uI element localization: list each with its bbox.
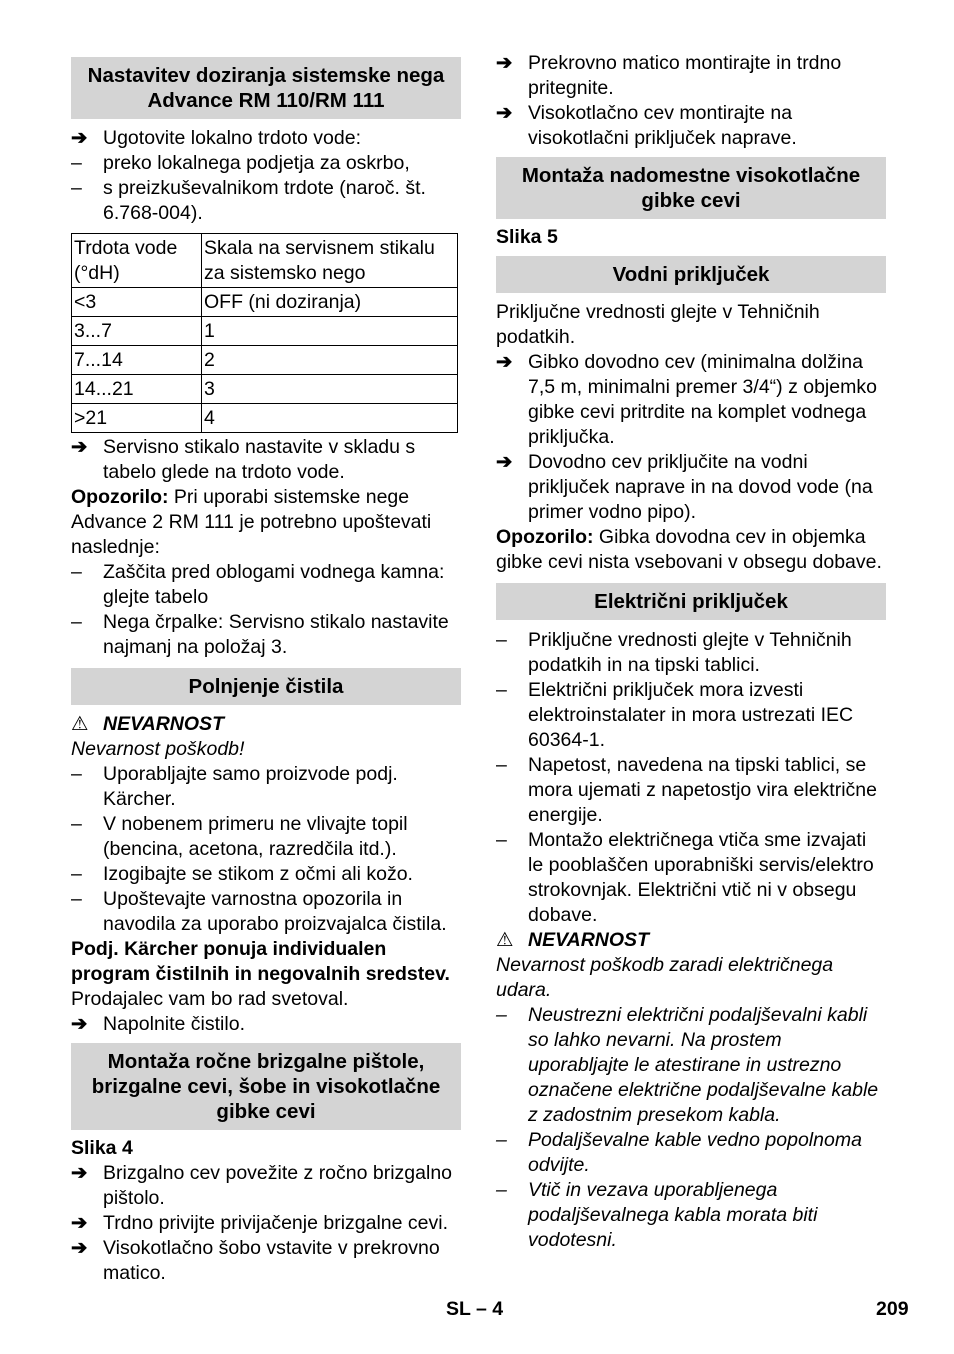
- section-heading-water-connection: Vodni priključek: [496, 256, 886, 293]
- bold-paragraph: Podj. Kärcher ponuja individualen program čistilnih in negovalnih sredstev.: [71, 938, 450, 985]
- footer-section-page: – 4: [476, 1298, 504, 1320]
- list-item: – Uporabljajte samo proizvode podj. Kärcher.: [71, 763, 398, 810]
- table-header-cell: Skala na servisnem stikalu za sistemsko nego: [202, 234, 458, 288]
- note-paragraph: Opozorilo: Pri uporabi sistemske nege Advance 2 RM 111 je potrebno upoštevati naslednje:: [71, 486, 432, 558]
- arrow-right-icon: ➔: [71, 1162, 88, 1184]
- right-column: [496, 51, 886, 1253]
- list-item: – preko lokalnega podjetja za oskrbo,: [71, 152, 410, 174]
- step-mount-nut: ➔ Prekrovno matico montirajte in trdno pritegnite.: [496, 52, 842, 99]
- table-cell: 3: [202, 375, 458, 404]
- step-connect-supply-hose: ➔ Dovodno cev priključite na vodni priključek naprave in na dovod vode (na primer vodno pipo).: [496, 451, 873, 523]
- table-row: [72, 404, 458, 433]
- table-header-cell: Trdota vode (°dH): [72, 234, 202, 288]
- table-cell: OFF (ni doziranja): [202, 288, 458, 317]
- table-cell: 7...14: [72, 346, 202, 375]
- danger-heading: ⚠ NEVARNOST: [496, 929, 649, 951]
- figure-reference: Slika 4: [71, 1137, 133, 1159]
- arrow-right-icon: ➔: [71, 127, 88, 149]
- step-mount-hose: ➔ Visokotlačno cev montirajte na visokotlačni priključek naprave.: [496, 102, 797, 149]
- step-tighten-lance: ➔ Trdno privijte privijačenje brizgalne cevi.: [71, 1212, 449, 1234]
- table-cell: 14...21: [72, 375, 202, 404]
- table-row: [72, 288, 458, 317]
- list-item: – Upoštevajte varnostna opozorila in navodila za uporabo proizvajalca čistila.: [71, 888, 447, 935]
- warning-triangle-icon: ⚠: [496, 929, 514, 951]
- section-heading-dosing: Nastavitev doziranja sistemske nega Advance RM 110/RM 111: [71, 57, 461, 119]
- step-determine-hardness: ➔ Ugotovite lokalno trdoto vode:: [71, 127, 361, 149]
- list-item: – Izogibajte se stikom z očmi ali kožo.: [71, 863, 413, 885]
- footer-page-label: [446, 1297, 503, 1322]
- section-heading-gun-assembly: Montaža ročne brizgalne pištole, brizgalne cevi, šobe in visokotlačne gibke cevi: [71, 1043, 461, 1130]
- arrow-right-icon: ➔: [71, 1013, 88, 1035]
- arrow-right-icon: ➔: [496, 451, 513, 473]
- list-item: – Napetost, navedena na tipski tablici, se mora ujemati z napetostjo vira električne energije.: [496, 754, 877, 826]
- step-set-switch: ➔ Servisno stikalo nastavite v skladu s tabelo glede na trdoto vode.: [71, 436, 416, 483]
- table-cell: 4: [202, 404, 458, 433]
- left-column: [71, 57, 461, 1286]
- danger-text: Nevarnost poškodb zaradi električnega udara.: [496, 954, 834, 1001]
- table-row: [72, 346, 458, 375]
- paragraph: Priključne vrednosti glejte v Tehničnih podatkih.: [496, 301, 820, 348]
- arrow-right-icon: ➔: [71, 1237, 88, 1259]
- section-heading-electrical: Električni priključek: [496, 583, 886, 620]
- page-number: 209: [876, 1298, 909, 1320]
- arrow-right-icon: ➔: [496, 102, 513, 124]
- list-item: – Zaščita pred oblogami vodnega kamna: glejte tabelo: [71, 561, 445, 608]
- list-item: – V nobenem primeru ne vlivajte topil (bencina, acetona, razredčila itd.).: [71, 813, 408, 860]
- section-heading-replacement-hose: Montaža nadomestne visokotlačne gibke cevi: [496, 157, 886, 219]
- table-row: [72, 375, 458, 404]
- paragraph: Prodajalec vam bo rad svetoval.: [71, 988, 349, 1010]
- danger-text: Nevarnost poškodb!: [71, 738, 245, 760]
- table-cell: 3...7: [72, 317, 202, 346]
- list-item: – Električni priključek mora izvesti elektroinstalater in mora ustrezati IEC 60364-1.: [496, 679, 854, 751]
- step-connect-lance: ➔ Brizgalno cev povežite z ročno brizgalno pištolo.: [71, 1162, 453, 1209]
- list-item: – s preizkuševalnikom trdote (naroč. št. 6.768-004).: [71, 177, 426, 224]
- arrow-right-icon: ➔: [496, 351, 513, 373]
- list-item: – Neustrezni električni podaljševalni kabli so lahko nevarni. Na prostem uporabljajte le atestirane in ustrezno označene električne podaljševalne kable z zadostnim presekom kabla.: [496, 1004, 879, 1126]
- arrow-right-icon: ➔: [496, 52, 513, 74]
- arrow-right-icon: ➔: [71, 1212, 88, 1234]
- danger-heading: ⚠ NEVARNOST: [71, 713, 224, 735]
- list-item: – Podaljševalne kable vedno popolnoma odvijte.: [496, 1129, 862, 1176]
- list-item: – Nega črpalke: Servisno stikalo nastavite najmanj na položaj 3.: [71, 611, 449, 658]
- figure-reference: Slika 5: [496, 226, 558, 248]
- note-paragraph: Opozorilo: Gibka dovodna cev in objemka gibke cevi nista vsebovani v obsegu dobave.: [496, 526, 882, 573]
- step-attach-supply-hose: ➔ Gibko dovodno cev (minimalna dolžina 7,5 m, minimalni premer 3/4“) z objemko gibke cevi pritrdite na komplet vodnega priključka.: [496, 351, 877, 448]
- list-item: – Montažo električnega vtiča sme izvajati le pooblaščen uporabniški servis/elektro strokovnjak. Električni vtič ni v obsegu dobave.: [496, 829, 874, 926]
- list-item: – Vtič in vezava uporabljenega podaljševalnega kabla morata biti vodotesni.: [496, 1179, 818, 1251]
- table-cell: 2: [202, 346, 458, 375]
- table-cell: >21: [72, 404, 202, 433]
- table-cell: 1: [202, 317, 458, 346]
- arrow-right-icon: ➔: [71, 436, 88, 458]
- step-insert-nozzle: ➔ Visokotlačno šobo vstavite v prekrovno matico.: [71, 1237, 440, 1284]
- water-hardness-table: [71, 233, 458, 433]
- table-row: [72, 317, 458, 346]
- table-cell: <3: [72, 288, 202, 317]
- list-item: – Priključne vrednosti glejte v Tehničnih podatkih in na tipski tablici.: [496, 629, 852, 676]
- section-heading-detergent: Polnjenje čistila: [71, 668, 461, 705]
- step-fill-detergent: ➔ Napolnite čistilo.: [71, 1013, 245, 1035]
- table-header-row: [72, 234, 458, 288]
- warning-triangle-icon: ⚠: [71, 713, 89, 735]
- footer-language: SL: [446, 1298, 471, 1320]
